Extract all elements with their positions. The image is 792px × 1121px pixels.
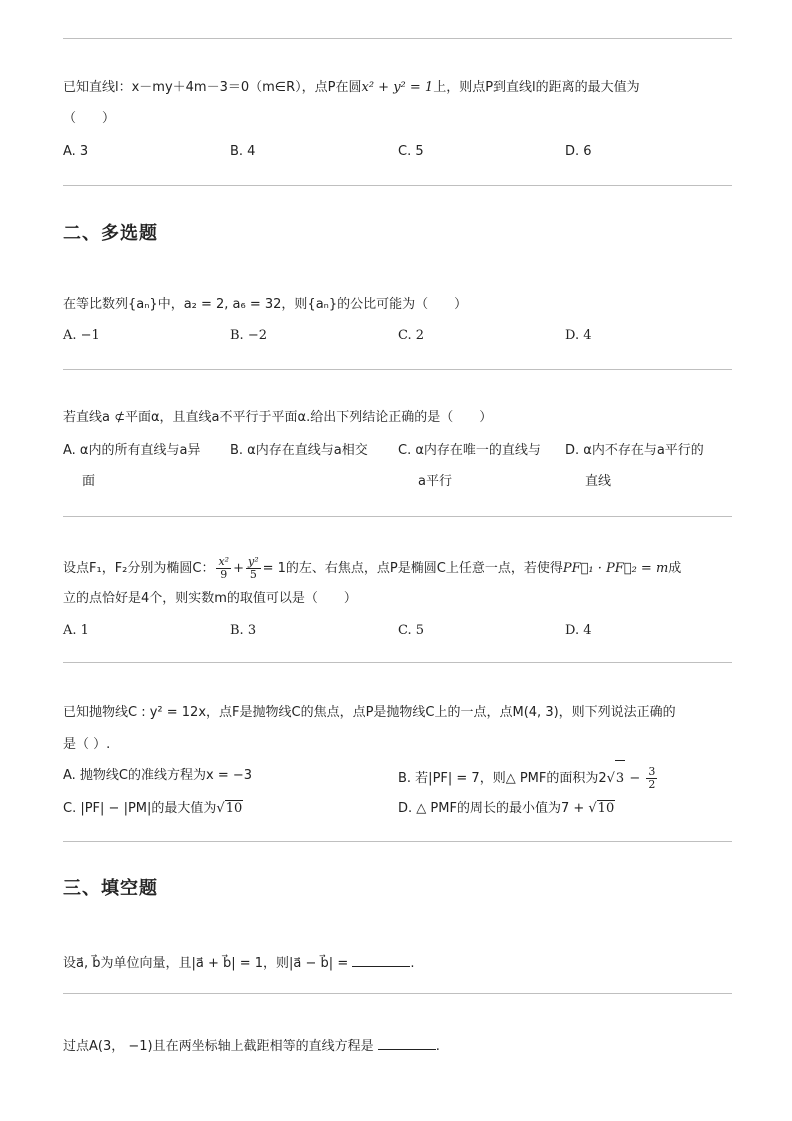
- question-6-stem: 设a⃗, b⃗为单位向量，且|a⃗ + b⃗| = 1，则|a⃗ − b⃗| = .: [63, 956, 415, 971]
- option-b[interactable]: B. 若|PF| = 7，则△ PMF的面积为2√3 − $\frac{3}{2}$: [398, 760, 659, 797]
- option-d-continued: 直线: [585, 474, 612, 489]
- option-a[interactable]: A. 抛物线C的准线方程为x = −3: [63, 768, 253, 783]
- question-5-stem: 已知抛物线C : y² = 12x，点F是抛物线C的焦点，点P是抛物线C上的一点，点M(4, 3)，则下列说法正确的: [63, 705, 676, 720]
- option-c[interactable]: C. 2: [398, 328, 425, 343]
- option-b[interactable]: B. α内存在直线与a相交: [230, 443, 368, 458]
- option-b[interactable]: B. −2: [230, 328, 267, 343]
- question-1-stem: 已知直线l：x－my＋4m－3＝0（m∈R），点P在圆x² + y² = 1上，则点P到直线l的距离的最大值为: [63, 80, 640, 95]
- option-b[interactable]: B. 4: [230, 144, 256, 159]
- option-d[interactable]: D. 4: [565, 623, 592, 638]
- option-c[interactable]: C. |PF| − |PM|的最大值为√10: [63, 801, 243, 816]
- answer-blank[interactable]: [378, 1037, 436, 1050]
- section-title-multiple-choice: 二、多选题: [63, 223, 158, 244]
- option-d[interactable]: D. 4: [565, 328, 592, 343]
- option-a[interactable]: A. −1: [63, 328, 100, 343]
- question-2-stem: 在等比数列{aₙ}中，a₂ = 2, a₆ = 32，则{aₙ}的公比可能为（ ）: [63, 297, 468, 312]
- option-b[interactable]: B. 3: [230, 623, 257, 638]
- option-c[interactable]: C. α内存在唯一的直线与: [398, 443, 541, 458]
- question-4-stem-line-2: 立的点恰好是4个，则实数m的取值可以是（ ）: [63, 591, 357, 606]
- option-d[interactable]: D. △ PMF的周长的最小值为7 + √10: [398, 801, 615, 816]
- divider: [63, 185, 732, 186]
- option-d[interactable]: D. 6: [565, 144, 592, 159]
- divider: [63, 516, 732, 517]
- option-c-continued: a平行: [418, 474, 452, 489]
- section-title-fill-in-blank: 三、填空题: [63, 878, 158, 899]
- divider: [63, 993, 732, 994]
- option-c[interactable]: C. 5: [398, 144, 424, 159]
- divider: [63, 369, 732, 370]
- divider: [63, 38, 732, 39]
- divider: [63, 662, 732, 663]
- fraction: $\frac{\text{y²}}{5}$: [248, 554, 259, 581]
- option-a[interactable]: A. α内的所有直线与a异: [63, 443, 201, 458]
- question-1-paren: （ ）: [63, 111, 116, 126]
- question-4-stem: 设点F₁，F₂分别为椭圆C： $\frac{\text{x²}}{9}$ + $\frac{\text{y²}}{5}$ = 1的左、右焦点，点P是椭圆C上任意一点，若使得PF⃗₁ · PF⃗₂ = m成: [63, 554, 682, 581]
- answer-blank[interactable]: [352, 954, 410, 967]
- option-a[interactable]: A. 3: [63, 144, 89, 159]
- option-a-continued: 面: [82, 474, 96, 489]
- divider: [63, 841, 732, 842]
- fraction: $\frac{\text{x²}}{9}$: [218, 554, 230, 581]
- question-5-stem-line-2: 是（ ）.: [63, 737, 111, 752]
- option-c[interactable]: C. 5: [398, 623, 425, 638]
- fraction: $\frac{3}{2}$: [648, 764, 656, 791]
- option-a[interactable]: A. 1: [63, 623, 89, 638]
- question-7-stem: 过点A(3， −1)且在两坐标轴上截距相等的直线方程是 .: [63, 1039, 440, 1054]
- question-3-stem: 若直线a ⊄平面α，且直线a不平行于平面α.给出下列结论正确的是（ ）: [63, 410, 493, 425]
- option-d[interactable]: D. α内不存在与a平行的: [565, 443, 704, 458]
